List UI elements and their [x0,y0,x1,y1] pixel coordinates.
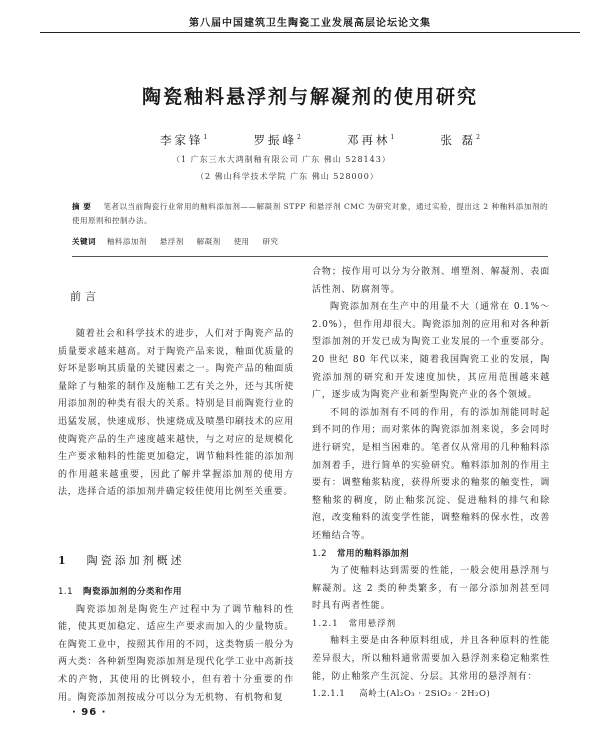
abstract [72,200,548,228]
right-column [312,264,550,704]
section-number: 1 [58,554,69,567]
paragraph-continued: 合物；按作用可以分为分散剂、增塑剂、解凝剂、表面活性剂、防腐剂等。 [312,267,550,295]
intro-heading: 前言 [70,290,100,303]
left-column-lower [58,584,294,707]
paragraph-1-2: 为了使釉料达到需要的性能，一般会使用悬浮剂与解凝剂。这 2 类的种类繁多，有一部分添加剂甚至同时具有两者性能。 [312,566,550,612]
affiliation-2: （2 佛山科学技术学院 广东 佛山 528000） [196,172,379,181]
paragraph-1-1: 陶瓷添加剂是陶瓷生产过程中为了调节釉料的性能，使其更加稳定、适应生产要求而加入的少量物质。在陶瓷工业中，按照其作用的不同，这类物质一般分为两大类：各种新型陶瓷添加剂是现代化学工业中高新技术的产物，其使用的比例较小，但有着十分重要的作用。陶瓷添加剂按成分可以分为无机物、有机物和复 [58,604,294,703]
body-rule [72,256,548,257]
header-rule [40,32,580,33]
keyword: 解凝剂 [196,237,221,246]
author: 张 磊$^2$ [440,133,480,147]
subsection-1-2-heading: 1.2 常用的釉料添加剂 [312,548,410,559]
keyword: 研究 [262,237,279,246]
intro-paragraph: 随着社会和科学技术的进步，人们对于陶瓷产品的质量要求越来越高。对于陶瓷产品来说，釉面优质量的好坏是影响其质量的关键因素之一。陶瓷产品的釉面质量除了与釉浆的制作及施釉工艺有关之外，还与其所使用添加剂的种类有很大的关系。特别是目前陶瓷行业的迅猛发展，快速成形、快速烧成及喷墨印刷技术的应用使陶瓷产品的生产速度越来越快，与之对应的是规模化生产要求釉料的性能更加稳定，调节釉料性能的添加剂的作用越来越重要，因此了解并掌握添加剂的使用方法，选择合适的添加剂并确定较佳使用比例至关重要。 [58,329,294,498]
paragraph-1-2-1: 釉料主要是由各种原料组成，并且各种原料的性能差异很大，所以釉料通常需要加入悬浮剂来稳定釉浆性能，防止釉浆产生沉淀、分层。其常用的悬浮剂有： [312,636,550,682]
paper-title: 陶瓷釉料悬浮剂与解凝剂的使用研究 [141,86,478,108]
paragraph-functions: 不同的添加剂有不同的作用，有的添加剂能同时起到不同的作用；而对浆体的陶瓷添加剂来说，多会同时进行研究，是相当困难的。笔者仅从常用的几种釉料添加剂着手，进行简单的实验研究。釉料添加剂的作用主要有：调整釉浆粘度，获得所要求的釉浆的触变性，调整釉浆的稠度，防止釉浆沉淀、促进釉料的排气和除泡，改变釉料的流变学性能，调整釉料的保水性，改善坯釉结合等。 [312,407,550,541]
keywords [72,236,548,247]
affiliation-1: （1 广东三水大鸿制釉有限公司 广东 佛山 528143） [172,155,391,164]
keywords-label: 关键词 [72,237,96,246]
section-1-heading [58,552,185,568]
subsection-1-2-1-1-heading: 1.2.1.1 高岭土(Al₂O₃ · 2SiO₂ · 2H₂O) [312,689,491,700]
paragraph-dosage: 陶瓷添加剂在生产中的用量不大（通常在 0.1%～2.0%），但作用却很大。陶瓷添加剂的应用和对各种新型添加剂的开发已成为陶瓷工业发展的一个重要部分。20 世纪 80 年代以来，随着我国陶瓷工业的发展，陶瓷添加剂的研究和开发速度加快，其应用范围越来越广，逐步成为陶瓷产业和新型陶瓷产业的各个领域。 [312,302,550,401]
author: 罗振峰$^2$ [253,133,301,147]
author-list [160,132,480,148]
abstract-text: 笔者以当前陶瓷行业常用的釉料添加剂——解凝剂 STPP 和悬浮剂 CMC 为研究对象，通过实验，提出这 2 种釉料添加剂的使用原则和控制办法。 [72,202,548,225]
keyword: 悬浮剂 [159,237,184,246]
section-title: 陶瓷添加剂概述 [86,554,185,567]
subsection-1-2-1-heading: 1.2.1 常用悬浮剂 [312,618,397,629]
keyword: 使用 [233,237,250,246]
keyword: 釉料添加剂 [106,237,147,246]
subsection-1-1-heading: 1.1 陶瓷添加剂的分类和作用 [58,587,183,597]
author: 李家锋$^1$ [160,133,208,147]
author: 邓再林$^1$ [347,133,395,147]
left-column [58,326,294,502]
running-head: 第八届中国建筑卫生陶瓷工业发展高层论坛论文集 [189,18,431,29]
page-number: · 96 · [72,707,107,718]
abstract-label: 摘 要 [72,202,92,211]
